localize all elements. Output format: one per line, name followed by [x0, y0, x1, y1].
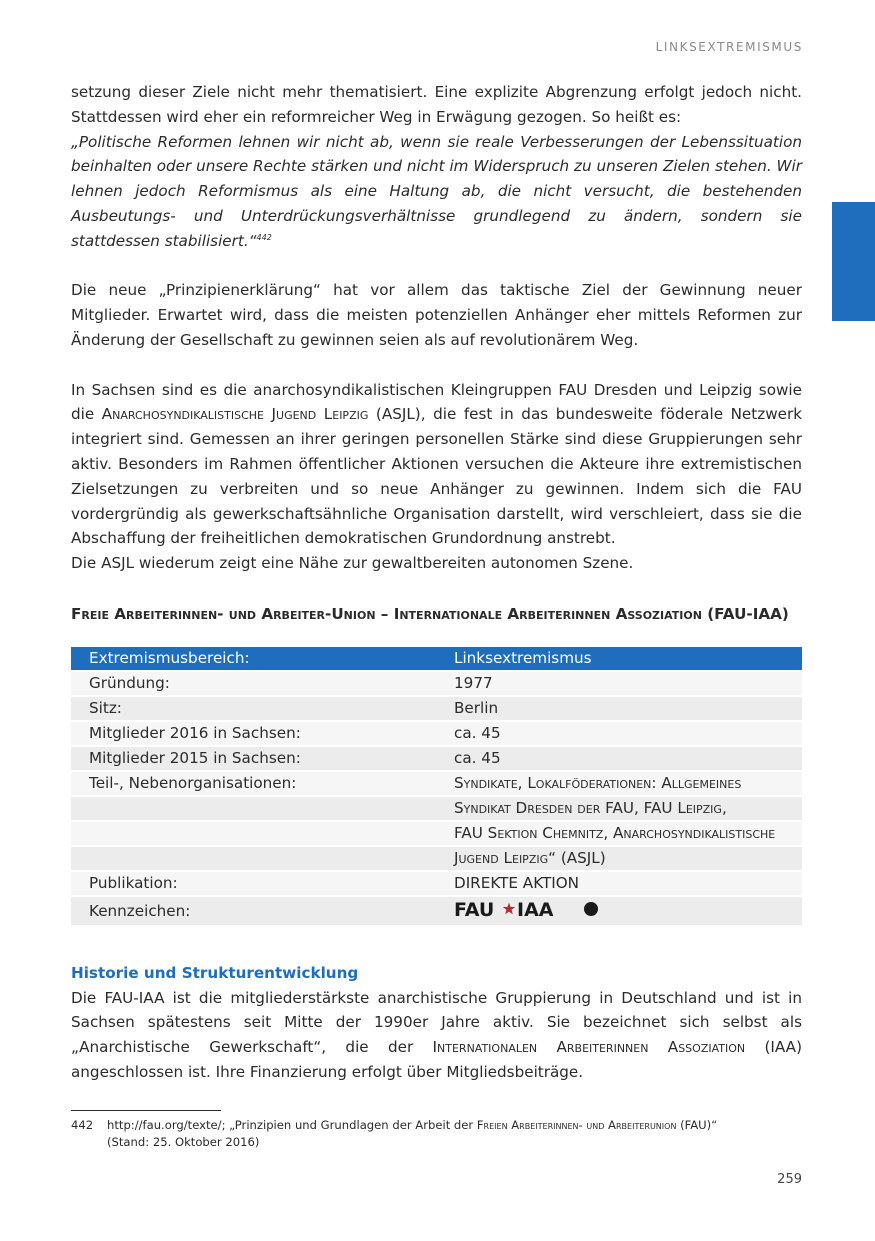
fact-table-row [71, 797, 802, 822]
fact-table-header-row [71, 647, 802, 672]
fau-iaa-logo-icon [454, 899, 600, 925]
fact-table-row [71, 872, 802, 897]
fact-table-row [71, 697, 802, 722]
footnote-number: 442 [71, 1118, 94, 1132]
fact-label: Publikation: [71, 872, 436, 897]
fact-value: ca. 45 [436, 722, 802, 747]
footnote-url-text: http://fau.org/texte/; „Prinzipien und Grundlagen der Arbeit der [107, 1118, 477, 1132]
fact-table-row [71, 722, 802, 747]
section-title: Freie Arbeiterinnen- und Arbeiter-Union – Internationale Arbeiterinnen Assoziation (FAU-IAA) [71, 604, 789, 623]
fact-label: Mitglieder 2015 in Sachsen: [71, 747, 436, 772]
fact-label [71, 822, 436, 847]
fact-value: Syndikate, Lokalföderationen: Allgemeines [436, 772, 802, 797]
asjl-name: Anarchosyndikalistische Jugend Leipzig [101, 405, 369, 424]
footnote-org-name: Freien Arbeiterinnen- und Arbeiterunion [476, 1118, 677, 1132]
fact-value: ca. 45 [436, 747, 802, 772]
paragraph-3 [71, 378, 802, 552]
fact-label: Sitz: [71, 697, 436, 722]
svg-text:FAU: FAU [454, 898, 495, 919]
fact-label: Extremismusbereich: [71, 647, 436, 672]
chapter-tab-marker [832, 202, 875, 321]
running-head: LINKSEXTREMISMUS [655, 40, 803, 54]
fact-label: Gründung: [71, 672, 436, 697]
fact-table [71, 647, 802, 927]
footnote-text-end: (FAU)“ [676, 1118, 718, 1132]
footnote-date: (Stand: 25. Oktober 2016) [107, 1135, 260, 1149]
fact-value: Syndikat Dresden der FAU, FAU Leipzig, [436, 797, 802, 822]
fact-table-row [71, 747, 802, 772]
fact-table-row [71, 672, 802, 697]
fact-value: FAU Sektion Chemnitz, Anarchosyndikalistische [436, 822, 802, 847]
fact-table-row [71, 772, 802, 797]
history-text-start: Die FAU-IAA ist die mitgliederstärkste anarchistische Gruppierung in Deutschland und ist in Sachsen spätestens seit Mitte der 1990er Jahre aktiv. Sie bezeichnet sich selbst als „Anarchistische Gewerkschaft“, die der [71, 988, 802, 1057]
fact-label: Kennzeichen: [71, 897, 436, 927]
history-text-end: (IAA) angeschlossen ist. Ihre Finanzierung erfolgt über Mitgliedsbeiträge. [71, 1038, 802, 1081]
footnote-text [107, 1117, 802, 1151]
paragraph-4: Die ASJL wiederum zeigt eine Nähe zur gewaltbereiten autonomen Szene. [71, 554, 634, 573]
quote-block [71, 130, 802, 254]
page-number: 259 [777, 1172, 802, 1187]
fact-value: Berlin [436, 697, 802, 722]
iaa-name: Internationalen Arbeiterinnen Assoziation [432, 1038, 746, 1057]
fact-table-row [71, 847, 802, 872]
main-content [71, 80, 802, 1085]
fact-value: Linksextremismus [436, 647, 802, 672]
footnote-divider [71, 1110, 221, 1111]
footnote-ref[interactable]: 442 [256, 232, 272, 242]
history-heading: Historie und Strukturentwicklung [71, 963, 359, 982]
fact-table-row [71, 897, 802, 927]
quote-text: „Politische Reformen lehnen wir nicht ab, wenn sie reale Verbesserungen der Lebenssituation beinhalten oder unsere Rechte stärken und nicht im Widerspruch zu unseren Zielen stehen. Wir lehnen jedoch Reformismus als eine Haltung ab, die nicht versucht, die bestehenden Ausbeutungs- und Unterdrückungsverhältnisse grundlegend zu ändern, sondern sie stattdessen stabilisiert.“ [71, 132, 802, 250]
svg-text:IAA: IAA [517, 898, 554, 919]
history-paragraph [71, 986, 802, 1085]
fact-table-row [71, 822, 802, 847]
paragraph-3-rest: (ASJL), die fest in das bundesweite föderale Netzwerk integriert sind. Gemessen an ihrer geringen personellen Stärke sind diese Gruppierungen sehr aktiv. Besonders im Rahmen öffentlicher Aktionen versuchen die Akteure ihre extremistischen Zielsetzungen zu verbreiten und so neue Anhänger zu gewinnen. Indem sich die FAU vordergründig als gewerkschaftsähnliche Organisation darstellt, wird verschleiert, dass sie die Abschaffung der freiheitlichen demokratischen Grundordnung anstrebt. [71, 405, 803, 548]
fact-label [71, 847, 436, 872]
paragraph-1: setzung dieser Ziele nicht mehr thematisiert. Eine explizite Abgrenzung erfolgt jedoch nicht. Stattdessen wird eher ein reformreicher Weg in Erwägung gezogen. So heißt es: [71, 83, 802, 126]
fact-label [71, 797, 436, 822]
fact-label: Teil-, Nebenorganisationen: [71, 772, 436, 797]
footnote [71, 1117, 802, 1151]
fact-value: Jugend Leipzig“ (ASJL) [436, 847, 802, 872]
paragraph-2: Die neue „Prinzipienerklärung“ hat vor allem das taktische Ziel der Gewinnung neuer Mitglieder. Erwartet wird, dass die meisten potenziellen Anhänger eher mittels Reformen zur Änderung der Gesellschaft zu gewinnen seien als auf revolutionärem Weg. [71, 281, 802, 349]
fact-value: 1977 [436, 672, 802, 697]
paragraph-3-start: In Sachsen sind es die anarchosyndikalistischen Kleingruppen FAU Dresden und Leipzig sowie die [71, 380, 802, 424]
fact-value [436, 897, 802, 927]
fact-value: DIREKTE AKTION [436, 872, 802, 897]
fact-label: Mitglieder 2016 in Sachsen: [71, 722, 436, 747]
